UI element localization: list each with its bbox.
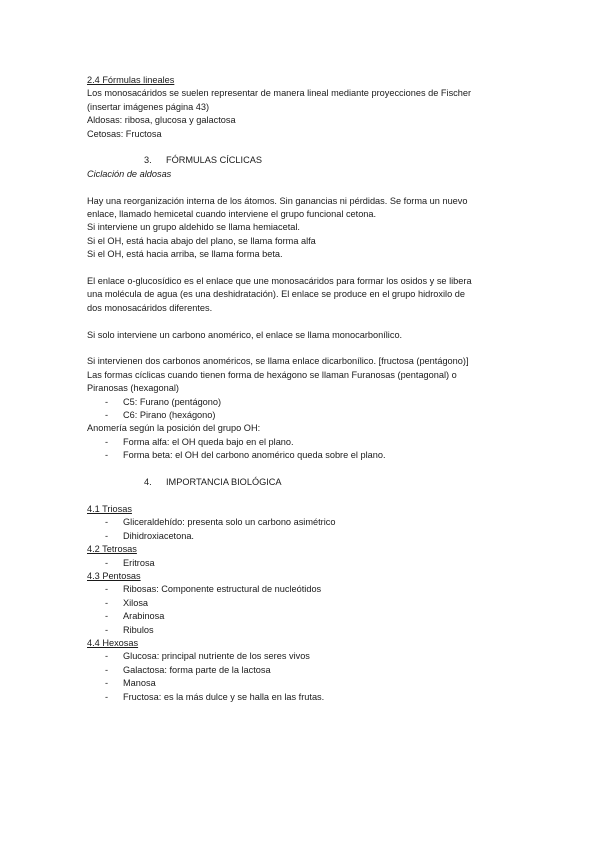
section-title-3 [87, 154, 517, 167]
subsection-heading: 4.4 Hexosas [87, 637, 139, 648]
section-heading-2-4: 2.4 Fórmulas lineales [87, 75, 175, 85]
section-number: 3. [144, 155, 152, 166]
text-line: Anomería según la posición del grupo OH: [87, 423, 261, 434]
text-line: Si solo interviene un carbono anomérico, el enlace se llama monocarbonílico. [87, 329, 403, 340]
list-item: - Eritrosa [105, 557, 155, 568]
list-item: - Ribosas: Componente estructural de nucleótidos [105, 584, 322, 595]
list-item: - Forma beta: el OH del carbono anomérico queda sobre el plano. [105, 450, 386, 461]
text-line: Si el OH, está hacia arriba, se llama forma beta. [87, 249, 283, 260]
list-item: - Fructosa: es la más dulce y se halla en las frutas. [105, 691, 325, 702]
section-subtitle: Ciclación de aldosas [87, 168, 172, 179]
paragraph: Los monosacáridos se suelen representar de manera lineal mediante proyecciones de Fischer [87, 88, 472, 99]
paragraph: (insertar imágenes página 43) [87, 101, 210, 112]
subsection-heading: 4.1 Triosas [87, 503, 132, 514]
text-line: Si interviene un grupo aldehido se llama hemiacetal. [87, 222, 300, 233]
paragraph: Cetosas: Fructosa [87, 128, 162, 139]
list-item: - Glucosa: principal nutriente de los seres vivos [105, 651, 310, 662]
list-item: - Gliceraldehído: presenta solo un carbono asimétrico [105, 517, 336, 528]
text-line: Si el OH, está hacia abajo del plano, se llama forma alfa [87, 235, 316, 246]
list-item: - Xilosa [105, 597, 149, 608]
text-line: Piranosas (hexagonal) [87, 383, 179, 394]
text-line: Si intervienen dos carbonos anoméricos, se llama enlace dicarbonílico. [fructosa (pentágono)] [87, 356, 469, 367]
text-line: Hay una reorganización interna de los átomos. Sin ganancias ni pérdidas. Se forma un nuevo [87, 195, 468, 206]
section-title-text: IMPORTANCIA BIOLÓGICA [166, 477, 282, 488]
text-line: Las formas cíclicas cuando tienen forma de hexágono se llaman Furanosas (pentagonal) o [87, 369, 457, 380]
text-line: enlace, llamado hemicetal cuando interviene el grupo funcional cetona. [87, 209, 377, 220]
list-item: - Arabinosa [105, 611, 165, 622]
subsection-heading: 4.3 Pentosas [87, 570, 141, 581]
section-title-text: FÓRMULAS CÍCLICAS [166, 155, 262, 166]
list-item: - C5: Furano (pentágono) [105, 396, 222, 407]
list-item: - C6: Pirano (hexágono) [105, 410, 216, 421]
text-line: El enlace o-glucosídico es el enlace que une monosacáridos para formar los osidos y se libera [87, 276, 472, 287]
document-body [87, 74, 517, 704]
list-item: - Forma alfa: el OH queda bajo en el plano. [105, 436, 294, 447]
list-item: - Galactosa: forma parte de la lactosa [105, 664, 271, 675]
subsection-heading: 4.2 Tetrosas [87, 544, 137, 555]
text-line: una molécula de agua (es una deshidratación). El enlace se produce en el grupo hidroxilo de [87, 289, 465, 300]
section-number: 4. [144, 477, 152, 488]
list-item: - Dihidroxiacetona. [105, 530, 194, 541]
paragraph: Aldosas: ribosa, glucosa y galactosa [87, 115, 236, 126]
list-item: - Ribulos [105, 624, 154, 635]
section-title-4 [87, 476, 517, 489]
list-item: - Manosa [105, 678, 156, 689]
text-line: dos monosacáridos diferentes. [87, 302, 213, 313]
